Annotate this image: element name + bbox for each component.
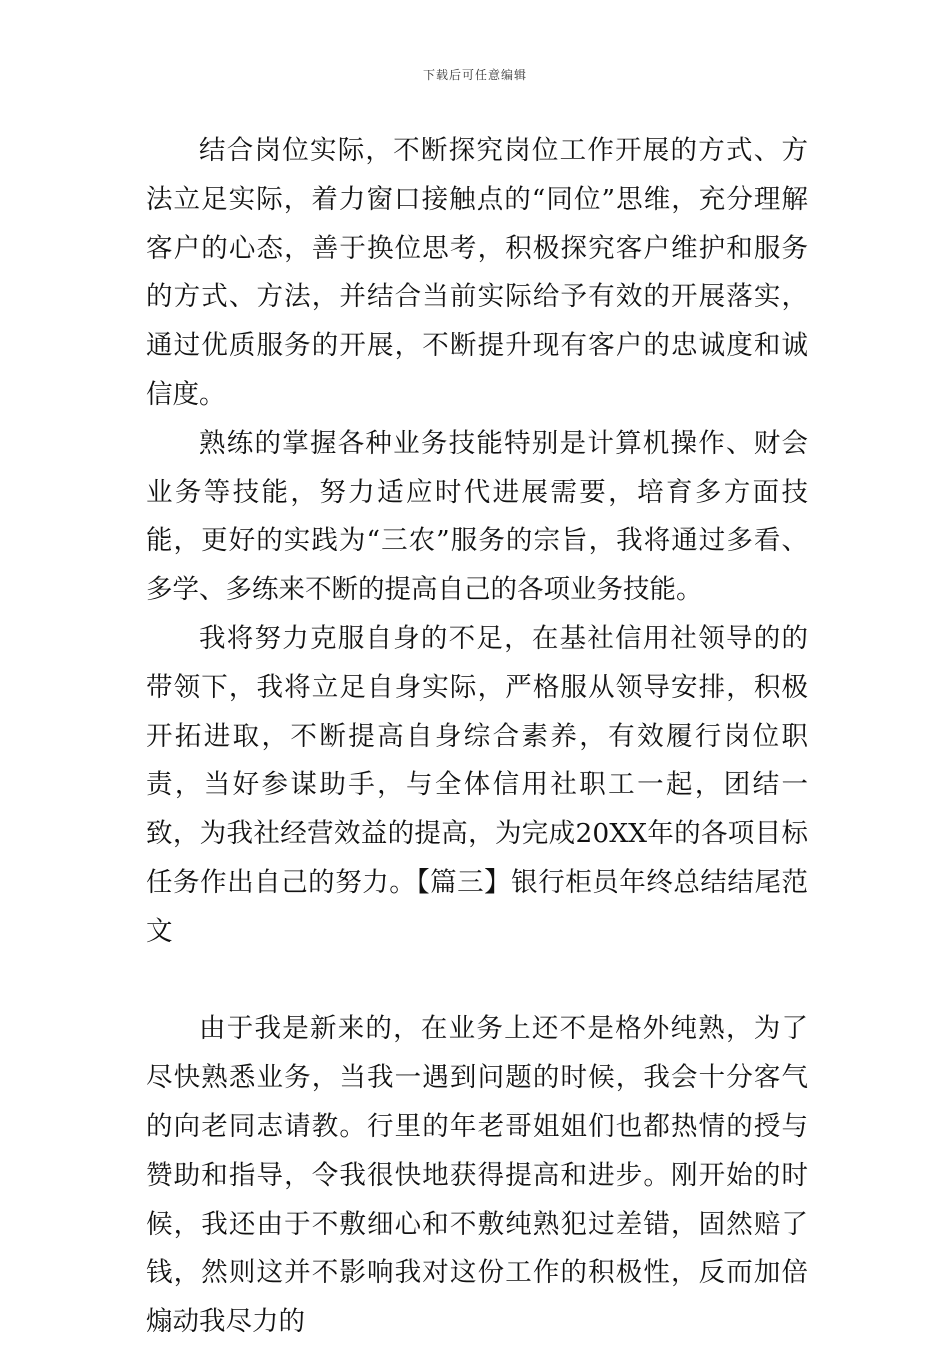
- section-heading: 【篇三】银行柜员年终总结结尾范文: [146, 866, 808, 947]
- paragraph-3: [146, 615, 808, 957]
- paragraph-3-text: 我将努力克服自身的不足，在基社信用社领导的的带领下，我将立足自身实际，严格服从领导安排，积极开拓进取，不断提高自身综合素养，有效履行岗位职责，当好参谋助手，与全体信用社职工一起，团结一致，为我社经营效益的提高，为完成20XX年的各项目标任务作出自己的努力。: [146, 622, 808, 898]
- paragraph-2: 熟练的掌握各种业务技能特别是计算机操作、财会业务等技能，努力适应时代进展需要，培育多方面技能，更好的实践为“三农”服务的宗旨，我将通过多看、多学、多练来不断的提高自己的各项业务技能。: [146, 427, 808, 606]
- paragraph-1: 结合岗位实际，不断探究岗位工作开展的方式、方法立足实际，着力窗口接触点的“同位”思维，充分理解客户的心态，善于换位思考，积极探究客户维护和服务的方式、方法，并结合当前实际给予有效的开展落实，通过优质服务的开展，不断提升现有客户的忠诚度和诚信度。: [146, 135, 808, 410]
- blank-line: [146, 957, 808, 1006]
- document-body: [146, 127, 808, 1347]
- paragraph-4: 由于我是新来的，在业务上还不是格外纯熟，为了尽快熟悉业务，当我一遇到问题的时候，我会十分客气的向老同志请教。行里的年老哥姐姐们也都热情的授与赞助和指导，令我很快地获得提高和进步。刚开始的时候，我还由于不敷细心和不敷纯熟犯过差错，固然赔了钱，然则这并不影响我对这份工作的积极性，反而加倍煽动我尽力的: [146, 1013, 808, 1338]
- page-header: 下载后可任意编辑: [422, 68, 527, 82]
